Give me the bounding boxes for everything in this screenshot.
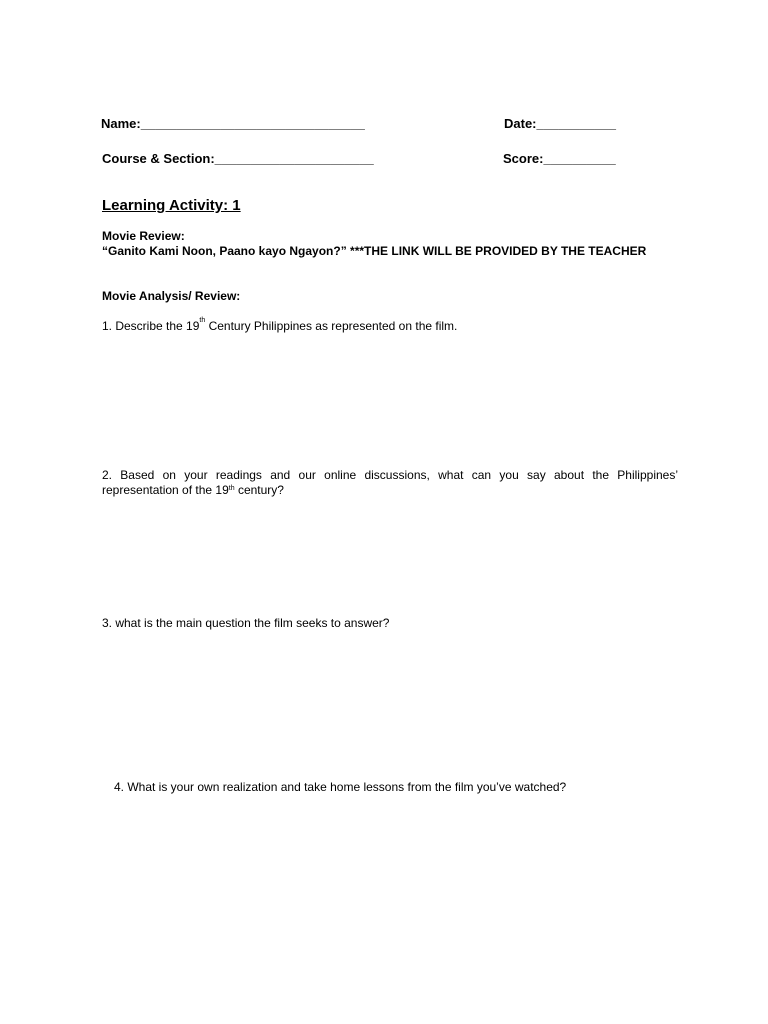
- movie-review-label: Movie Review:: [102, 229, 185, 243]
- date-field: Date:___________: [504, 116, 617, 131]
- question-1-superscript: th: [199, 317, 206, 324]
- movie-review-line: “Ganito Kami Noon, Paano kayo Ngayon?” ***THE LINK WILL BE PROVIDED BY THE TEACHER: [102, 244, 647, 258]
- name-field: Name:_______________________________: [101, 116, 365, 131]
- movie-analysis-label: Movie Analysis/ Review:: [102, 289, 241, 303]
- question-2: [102, 468, 678, 498]
- question-2-superscript: th: [228, 485, 235, 492]
- course-section-field: Course & Section:______________________: [102, 151, 374, 166]
- activity-title: Learning Activity: 1: [102, 197, 241, 214]
- question-3: 3. what is the main question the film seeks to answer?: [102, 616, 390, 630]
- question-2-text: representation of the 19: [102, 483, 229, 497]
- question-2-line-1: 2. Based on your readings and our online discussions, what can you say about the Philippines’: [102, 468, 678, 482]
- question-1-text: 1. Describe the 19: [102, 319, 200, 333]
- question-2-line-2: [102, 483, 678, 498]
- score-field: Score:__________: [503, 151, 616, 166]
- question-2-text-end: century?: [234, 483, 284, 497]
- question-4: 4. What is your own realization and take home lessons from the film you’ve watched?: [114, 780, 567, 794]
- question-1-text-end: Century Philippines as represented on the film.: [205, 319, 458, 333]
- question-1: [102, 319, 457, 333]
